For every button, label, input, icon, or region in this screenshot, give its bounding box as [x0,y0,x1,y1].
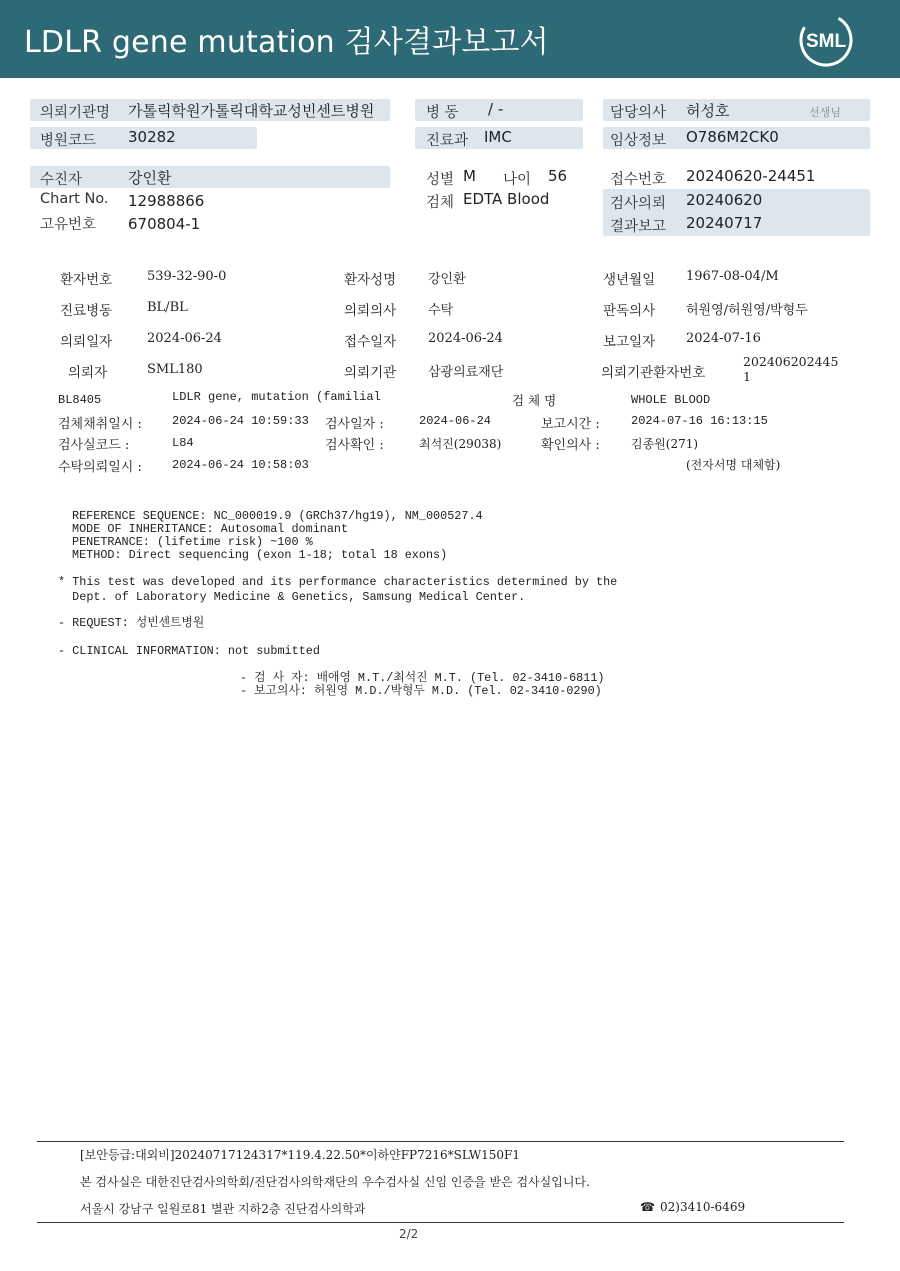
lab-code-label: 검사실코드 : [58,438,130,453]
req-org2-value: 삼광의료재단 [428,365,504,380]
chart-value: 12988866 [128,192,205,210]
patient-no-label: 환자번호 [60,272,113,288]
patient-label: 수진자 [40,172,83,188]
doctor-suffix: 선생님 [809,106,841,119]
test-req-label: 검사의뢰 [610,196,667,212]
test-confirm-label: 검사확인 : [325,438,384,453]
specimen-name-value: WHOLE BLOOD [631,393,711,407]
esign-note: (전자서명 대체함) [686,458,781,472]
request-line: - REQUEST: 성빈센트병원 [58,616,205,630]
phone-number: 02)3410-6469 [660,1200,746,1214]
report-date-value: 2024-07-16 [686,331,761,346]
req-doctor-value: 수탁 [428,303,454,318]
method: METHOD: Direct sequencing (exon 1-18; total 18 exons) [72,548,448,562]
org-patient-no-label: 의뢰기관환자번호 [601,365,706,381]
patient-name-label: 환자성명 [344,272,397,288]
age-value: 56 [548,167,568,185]
test-name: LDLR gene, mutation (familial [172,390,381,404]
footer-top-rule [37,1141,844,1142]
req-org-value: 가톨릭학원가톨릭대학교성빈센트병원 [128,102,375,120]
req-date-value: 2024-06-24 [147,331,222,346]
req-doctor-label: 의뢰의사 [344,303,397,319]
logo-text: SML [805,31,847,52]
test-confirm-value: 최석진(29038) [419,437,502,451]
result-label: 결과보고 [610,219,667,235]
test-req-value: 20240620 [686,191,763,209]
confirm-doctor-label: 확인의사 : [541,438,600,453]
report-header [0,0,900,78]
footer-bottom-rule [37,1222,844,1223]
hosp-code-value: 30282 [128,128,176,146]
dept-value: IMC [484,128,512,146]
collect-label: 검체채취일시 : [58,417,142,432]
doctor-value: 허성호 [686,102,730,120]
collect-value: 2024-06-24 10:59:33 [172,414,309,428]
receipt-date-label: 접수일자 [344,334,397,350]
consign-value: 2024-06-24 10:58:03 [172,458,309,472]
sml-logo [798,12,854,68]
report-title: LDLR gene mutation 검사결과보고서 [24,25,549,60]
uid-label: 고유번호 [40,217,97,233]
reporter-line: - 보고의사: 허원영 M.D./박형두 M.D. (Tel. 02-3410-0290) [240,684,602,698]
test-date-value: 2024-06-24 [419,414,492,428]
sex-label: 성별 [426,172,455,188]
test-note-line1: * This test was developed and its performance characteristics determined by the [58,575,618,589]
reading-doctor-value: 허원영/허원영/박형두 [686,303,808,318]
patient-name-value: 강인환 [428,272,466,287]
examiner-line: - 검 사 자: 배애영 M.T./최석진 M.T. (Tel. 02-3410-6811) [240,671,605,685]
sex-value: M [463,167,476,185]
requester-label: 의뢰자 [68,365,108,381]
clinical-info-line: - CLINICAL INFORMATION: not submitted [58,644,320,658]
clinical-value: O786M2CK0 [686,128,779,146]
page-number: 2/2 [399,1227,419,1241]
req-date-label: 의뢰일자 [60,334,113,350]
chart-label: Chart No. [40,191,109,207]
org-patient-no-value-2: 1 [743,369,751,384]
birthdate-label: 생년월일 [603,272,656,288]
org-patient-no-value: 202406202445 [743,354,839,369]
clinical-label: 임상정보 [610,133,667,149]
bar-patient [30,166,390,188]
penetrance: PENETRANCE: (lifetime risk) ~100 % [72,535,313,549]
address-line: 서울시 강남구 일원로81 별관 지하2층 진단검사의학과 [80,1202,366,1216]
test-code: BL8405 [58,393,102,407]
confirm-doctor-value: 김종원(271) [631,437,699,451]
birthdate-value: 1967-08-04/M [686,269,779,284]
ward-bl-value: BL/BL [147,300,188,315]
patient-value: 강인환 [128,169,172,187]
patient-no-value: 539-32-90-0 [147,269,227,284]
req-org2-label: 의뢰기관 [344,365,397,381]
specimen-value: EDTA Blood [463,190,550,208]
doctor-label: 담당의사 [610,105,667,121]
test-date-label: 검사일자 : [325,417,384,432]
reading-doctor-label: 판독의사 [603,303,656,319]
specimen-label: 검체 [426,195,455,211]
mode-of-inheritance: MODE OF INHERITANCE: Autosomal dominant [72,522,349,536]
requester-value: SML180 [147,362,203,377]
security-line: [보안등급:대외비]20240717124317*119.4.22.50*이하얀FP7216*SLW150F1 [80,1148,521,1162]
reference-sequence: REFERENCE SEQUENCE: NC_000019.9 (GRCh37/hg19), NM_000527.4 [72,509,483,523]
age-label: 나이 [503,172,532,188]
hosp-code-label: 병원코드 [40,133,97,149]
lab-code-value: L84 [172,436,194,450]
result-value: 20240717 [686,214,763,232]
report-time-label: 보고시간 : [541,417,600,432]
certification-line: 본 검사실은 대한진단검사의학회/진단검사의학재단의 우수검사실 신임 인증을 받은 검사실입니다. [80,1175,590,1189]
phone-icon: ☎ [640,1200,655,1214]
report-date-label: 보고일자 [603,334,656,350]
ward-value: / - [488,100,504,118]
consign-label: 수탁의뢰일시 : [58,460,142,475]
specimen-name-label: 검 체 명 [512,393,557,408]
test-note-line2: Dept. of Laboratory Medicine & Genetics, Samsung Medical Center. [58,590,526,604]
receipt-label: 접수번호 [610,172,667,188]
ward-label: 병 동 [426,105,459,121]
ward-bl-label: 진료병동 [60,303,113,319]
receipt-value: 20240620-24451 [686,167,816,185]
report-time-value: 2024-07-16 16:13:15 [631,414,768,428]
dept-label: 진료과 [426,133,469,149]
uid-value: 670804-1 [128,215,201,233]
receipt-date-value: 2024-06-24 [428,331,503,346]
req-org-label: 의뢰기관명 [40,105,111,121]
